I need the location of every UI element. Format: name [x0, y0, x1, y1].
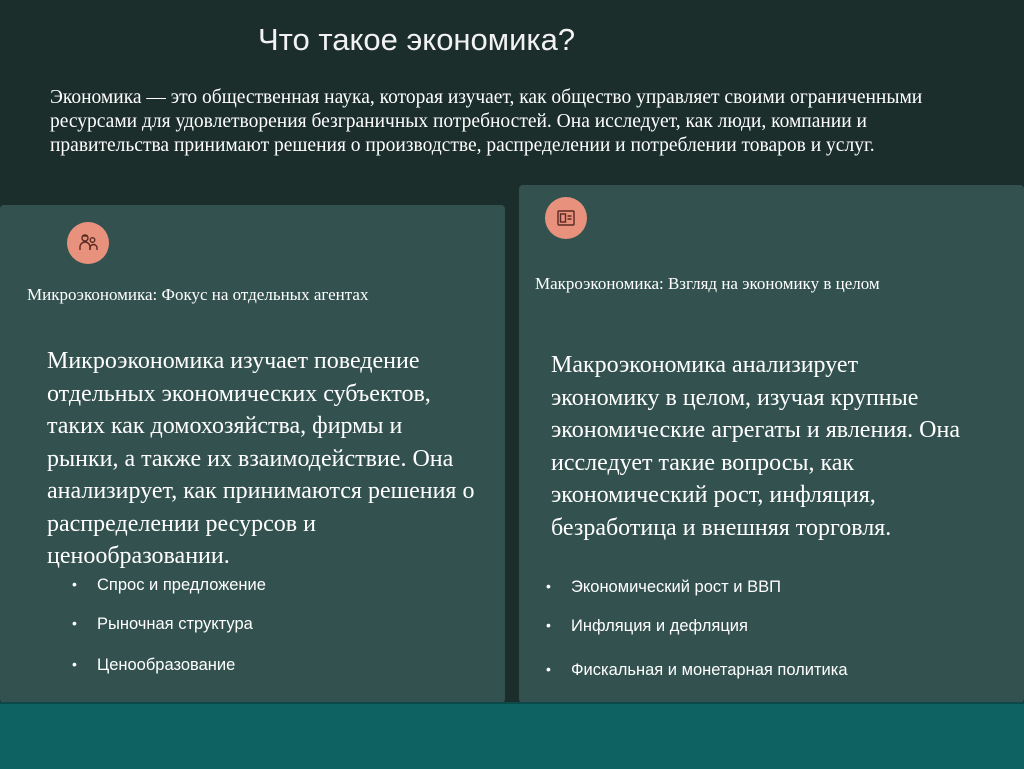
list-item: • Экономический рост и ВВП — [546, 578, 848, 617]
micro-body: Микроэкономика изучает поведение отдельных экономических субъектов, таких как домохозяйства, фирмы и рынки, а также их взаимодействие. Она анализирует, как принимаются решения о распределении ресурсов и ценообразовании. — [47, 348, 475, 569]
people-icon — [67, 222, 109, 264]
micro-heading: Микроэкономика: Фокус на отдельных агентах — [27, 285, 369, 304]
list-item: • Фискальная и монетарная политика — [546, 661, 848, 680]
micro-card — [0, 205, 505, 703]
list-item: • Ценообразование — [72, 656, 266, 675]
micro-bullet-list — [72, 576, 266, 675]
list-item: • Рыночная структура — [72, 615, 266, 656]
intro-paragraph: Экономика — это общественная наука, которая изучает, как общество управляет своими ограниченными ресурсами для удовлетворения безграничных потребностей. Она исследует, как люди, компании и правительства принимают решения о производстве, распределении и потреблении товаров и услуг. — [50, 87, 923, 156]
macro-card — [519, 185, 1024, 703]
list-item: • Инфляция и дефляция — [546, 617, 848, 661]
bottom-band — [0, 702, 1024, 769]
macro-bullet-list — [546, 578, 848, 680]
dashboard-icon — [545, 197, 587, 239]
page-title: Что такое экономика? — [258, 22, 576, 57]
macro-body: Макроэкономика анализирует экономику в целом, изучая крупные экономические агрегаты и явления. Она исследует такие вопросы, как экономический рост, инфляция, безработица и внешняя торговля. — [551, 352, 961, 541]
list-item: • Спрос и предложение — [72, 576, 266, 615]
macro-heading: Макроэкономика: Взгляд на экономику в целом — [535, 274, 880, 293]
